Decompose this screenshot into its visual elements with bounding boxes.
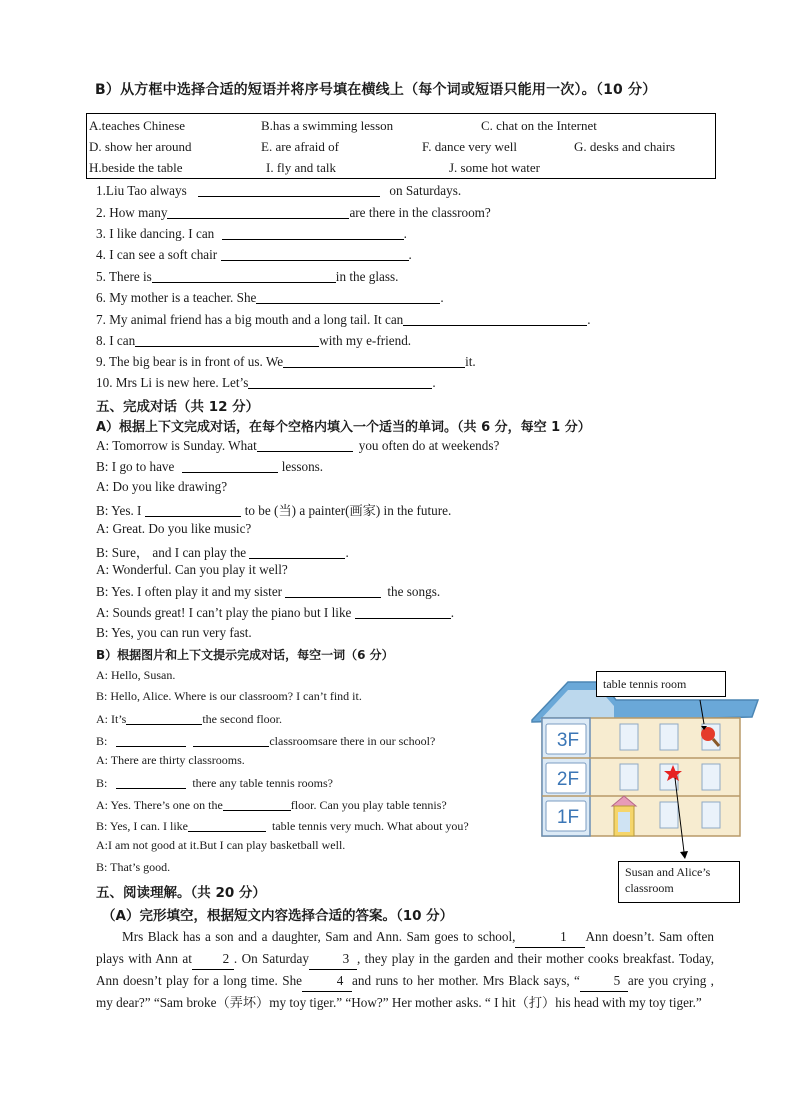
dialogue-text: B: xyxy=(96,734,108,748)
sentence-7 xyxy=(96,311,591,328)
cloze-blank-1[interactable] xyxy=(515,926,585,948)
blank-number: 1 xyxy=(560,929,567,944)
sentence-text: 4. I can see a soft chair xyxy=(96,247,218,262)
dialogue-b-line: A: Hello, Susan. xyxy=(96,668,176,682)
blank-number: 5 xyxy=(613,973,621,988)
answer-blank[interactable] xyxy=(116,734,186,747)
section-b-title: B）从方框中选择合适的短语并将序号填在横线上（每个词或短语只能用一次）。（10 分） xyxy=(95,82,657,98)
answer-blank[interactable] xyxy=(355,606,451,619)
dialogue-b-line xyxy=(96,732,435,749)
table-tennis-room-callout xyxy=(596,671,726,697)
dialogue-a-line: A: Great. Do you like music? xyxy=(96,521,252,536)
sentence-3 xyxy=(96,225,407,242)
sentence-4 xyxy=(96,246,412,263)
table-tennis-paddle-icon xyxy=(701,727,715,741)
sentence-text: . xyxy=(587,312,591,327)
sentence-text: 5. There is xyxy=(96,269,152,284)
passage-text: Ann doesn’t. Sam often plays with Ann at xyxy=(96,929,714,966)
passage-text: Mrs Black has a son and a daughter, Sam and Ann. Sam goes to school, xyxy=(122,929,516,944)
word-option-g: G. desks and chairs xyxy=(574,139,676,154)
dialogue-text: A: It’s xyxy=(96,712,127,726)
sentence-5 xyxy=(96,268,398,285)
sentence-9 xyxy=(96,353,476,370)
blank-number: 2 xyxy=(222,951,230,966)
answer-blank[interactable] xyxy=(249,546,345,559)
word-option-i: I. fly and talk xyxy=(266,160,337,175)
dialogue-a-line xyxy=(96,437,499,454)
section-5b-title: B）根据图片和上下文提示完成对话，每空一词（6 分） xyxy=(96,648,394,662)
blank-number: 4 xyxy=(336,973,344,988)
dialogue-b-line xyxy=(96,710,282,727)
word-option-c: C. chat on the Internet xyxy=(481,118,597,133)
dialogue-b-line xyxy=(96,817,469,834)
sentence-text: . xyxy=(403,226,407,241)
cloze-blank-2[interactable] xyxy=(192,948,234,970)
word-option-d: D. show her around xyxy=(89,139,192,154)
sentence-text: 2. How many xyxy=(96,205,168,220)
sentence-text: on Saturdays. xyxy=(389,183,462,198)
passage-text: , they play in the garden and their mother cooks breakfast. Today, Ann doesn’t play for a long time. She xyxy=(96,951,714,988)
callout-text: Susan and Alice’s xyxy=(625,865,711,879)
sentence-2 xyxy=(96,204,491,221)
answer-blank[interactable] xyxy=(283,355,465,368)
dialogue-a-line: A: Wonderful. Can you play it well? xyxy=(96,562,288,577)
floor-3f-label: 3F xyxy=(556,730,580,751)
dialogue-a-line xyxy=(96,542,349,561)
answer-blank[interactable] xyxy=(152,270,336,283)
word-option-h: H.beside the table xyxy=(89,160,183,175)
answer-blank[interactable] xyxy=(256,291,440,304)
dialogue-b-line: B: Hello, Alice. Where is our classroom? I can’t find it. xyxy=(96,689,362,703)
dialogue-text: B: Yes. I xyxy=(96,503,142,518)
dialogue-a-line: A: Do you like drawing? xyxy=(96,479,228,494)
sentence-6 xyxy=(96,289,444,306)
sentence-text: 9. The big bear is in front of us. We xyxy=(96,354,284,369)
answer-blank[interactable] xyxy=(126,712,202,725)
floor-1f-label: 1F xyxy=(556,807,580,828)
answer-blank[interactable] xyxy=(167,206,349,219)
dialogue-text: A: Sounds great! I can’t play the piano but I like xyxy=(96,605,352,620)
word-option-a: A.teaches Chinese xyxy=(89,118,186,133)
sentence-text: in the glass. xyxy=(335,269,399,284)
callout-text: classroom xyxy=(625,881,674,895)
sentence-text: are there in the classroom? xyxy=(349,205,491,220)
sentence-8 xyxy=(96,332,411,349)
cloze-blank-4[interactable] xyxy=(302,970,352,992)
dialogue-text: . xyxy=(450,605,454,620)
sentence-1 xyxy=(96,182,461,199)
dialogue-b-line xyxy=(96,796,447,813)
word-option-b: B.has a swimming lesson xyxy=(261,118,394,133)
answer-blank[interactable] xyxy=(403,313,587,326)
cloze-blank-5[interactable] xyxy=(580,970,628,992)
answer-blank[interactable] xyxy=(198,184,380,197)
sentence-text: 10. Mrs Li is new here. Let’s xyxy=(96,375,249,390)
dialogue-b-line: A:I am not good at it.But I can play basketball well. xyxy=(96,838,346,852)
dialogue-a-line xyxy=(96,583,440,600)
dialogue-text: the songs. xyxy=(387,584,441,599)
dialogue-text: to be (当) a painter(画家) in the future. xyxy=(244,503,452,518)
dialogue-text: lessons. xyxy=(281,459,324,474)
dialogue-text: table tennis very much. What about you? xyxy=(272,819,469,833)
passage-text: are you crying , my dear?” “Sam broke（弄坏）my toy tiger.” “How?” Her mother asks. “ I hit（打）his head with my toy tiger.” xyxy=(96,973,714,1010)
word-option-j: J. some hot water xyxy=(449,160,540,175)
floor-2f-label: 2F xyxy=(556,769,580,790)
sentence-10 xyxy=(96,374,436,391)
blank-number: 3 xyxy=(342,951,350,966)
dialogue-text: classroomsare there in our school? xyxy=(269,734,436,748)
dialogue-a-line xyxy=(96,458,323,475)
cloze-passage xyxy=(96,926,714,1013)
answer-blank[interactable] xyxy=(223,798,291,811)
answer-blank[interactable] xyxy=(285,585,381,598)
passage-text: . On Saturday xyxy=(233,951,309,966)
classroom-callout xyxy=(618,861,740,903)
dialogue-text: A: Yes. There’s one on the xyxy=(96,798,223,812)
reading-section-a-title: （A）完形填空，根据短文内容选择合适的答案。（10 分） xyxy=(102,908,454,924)
sentence-text: 6. My mother is a teacher. She xyxy=(96,290,257,305)
reading-section-title: 五、阅读理解。（共 20 分） xyxy=(96,885,266,901)
answer-blank[interactable] xyxy=(221,248,409,261)
answer-blank[interactable] xyxy=(257,439,353,452)
dialogue-a-line xyxy=(96,500,451,519)
dialogue-text: B: Sure， and I can play the xyxy=(96,545,247,560)
callout-text: table tennis room xyxy=(603,677,687,691)
section-5a-title: A）根据上下文完成对话，在每个空格内填入一个适当的单词。（共 6 分，每空 1 分） xyxy=(96,420,591,435)
dialogue-text: you often do at weekends? xyxy=(358,438,500,453)
dialogue-text: there any table tennis rooms? xyxy=(192,776,333,790)
dialogue-a-line xyxy=(96,604,454,621)
sentence-text: it. xyxy=(465,354,476,369)
dialogue-b-line: B: That’s good. xyxy=(96,860,171,874)
sentence-text: . xyxy=(440,290,444,305)
dialogue-b-line: A: There are thirty classrooms. xyxy=(96,753,245,767)
dialogue-b-line xyxy=(96,774,333,791)
dialogue-text: B: Yes. I often play it and my sister xyxy=(96,584,283,599)
answer-blank[interactable] xyxy=(145,504,241,517)
answer-blank[interactable] xyxy=(135,334,319,347)
dialogue-text: B: Yes, I can. I like xyxy=(96,819,188,833)
sentence-text: 7. My animal friend has a big mouth and a long tail. It can xyxy=(96,312,404,327)
dialogue-text: floor. Can you play table tennis? xyxy=(290,798,447,812)
answer-blank[interactable] xyxy=(193,734,269,747)
answer-blank[interactable] xyxy=(222,227,404,240)
answer-blank[interactable] xyxy=(116,776,186,789)
dialogue-text: B: xyxy=(96,776,108,790)
sentence-text: 8. I can xyxy=(96,333,136,348)
answer-blank[interactable] xyxy=(248,376,432,389)
word-option-f: F. dance very well xyxy=(422,139,517,154)
sentence-text: 3. I like dancing. I can xyxy=(96,226,215,241)
passage-text: and runs to her mother. Mrs Black says, “ xyxy=(352,973,580,988)
section-5-title: 五、完成对话（共 12 分） xyxy=(96,399,260,415)
dialogue-text: . xyxy=(345,545,349,560)
dialogue-a-line: B: Yes, you can run very fast. xyxy=(96,625,252,640)
cloze-blank-3[interactable] xyxy=(309,948,357,970)
dialogue-text: B: I go to have xyxy=(96,459,175,474)
dialogue-text: the second floor. xyxy=(202,712,282,726)
word-option-e: E. are afraid of xyxy=(261,139,339,154)
dialogue-text: A: Tomorrow is Sunday. What xyxy=(96,438,257,453)
sentence-text: . xyxy=(432,375,436,390)
sentence-text: with my e-friend. xyxy=(319,333,412,348)
answer-blank[interactable] xyxy=(182,460,278,473)
answer-blank[interactable] xyxy=(188,819,266,832)
sentence-text: 1.Liu Tao always xyxy=(96,183,187,198)
sentence-text: . xyxy=(408,247,412,262)
